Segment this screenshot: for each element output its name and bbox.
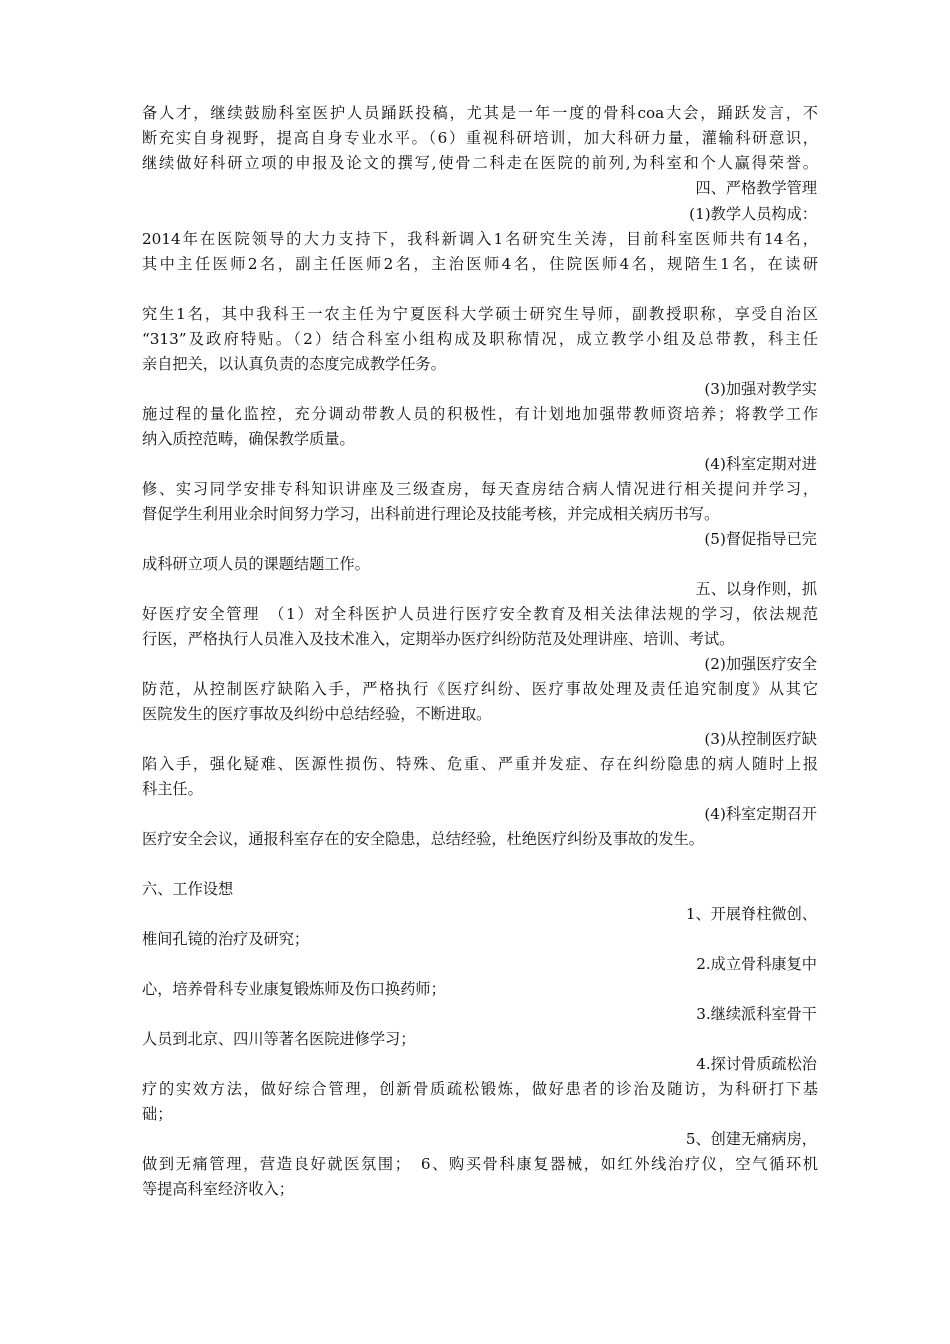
text-line: 亲自把关，以认真负责的态度完成教学任务。	[142, 355, 446, 373]
text-line: 好医疗安全管理 （1）对全科医护人员进行医疗安全教育及相关法律法规的学习，依法规范	[142, 605, 818, 623]
text-line: 2014年在医院领导的大力支持下，我科新调入1名研究生关涛，目前科室医师共有14名，	[142, 230, 818, 248]
text-line: 椎间孔镜的治疗及研究；	[142, 930, 310, 948]
text-line: 纳入质控范畴，确保教学质量。	[142, 430, 355, 448]
section-heading: 五、以身作则，抓	[695, 580, 817, 598]
text-line: 5、创建无痛病房，	[685, 1130, 817, 1148]
text-line: (5)督促指导已完	[704, 530, 817, 548]
text-line: 修、实习同学安排专科知识讲座及三级查房，每天查房结合病人情况进行相关提问并学习，	[142, 480, 818, 498]
text-line: 督促学生利用业余时间努力学习，出科前进行理论及技能考核，并完成相关病历书写。	[142, 505, 720, 523]
text-line: (4)科室定期召开	[704, 805, 817, 823]
text-line: 其中主任医师2名，副主任医师2名，主治医师4名，住院医师4名，规陪生1名，在读研	[142, 255, 818, 273]
text-line: 行医，严格执行人员准入及技术准入，定期举办医疗纠纷防范及处理讲座、培训、考试。	[142, 630, 735, 648]
text-line: 疗的实效方法，做好综合管理，创新骨质疏松锻炼，做好患者的诊治及随访，为科研打下基	[142, 1080, 818, 1098]
text-line: “313”及政府特贴。（2）结合科室小组构成及职称情况，成立教学小组及总带教，科主任	[142, 330, 818, 348]
text-line: 继续做好科研立项的申报及论文的撰写,使骨二科走在医院的前列,为科室和个人赢得荣誉。	[142, 154, 818, 172]
text-line: 陷入手，强化疑难、医源性损伤、特殊、危重、严重并发症、存在纠纷隐患的病人随时上报	[142, 755, 818, 773]
text-line: (3)加强对教学实	[704, 380, 817, 398]
text-line: 成科研立项人员的课题结题工作。	[142, 555, 370, 573]
text-line: 3.继续派科室骨干	[696, 1005, 817, 1023]
text-line: 础；	[142, 1105, 173, 1123]
text-line: 1、开展脊柱微创、	[685, 905, 817, 923]
text-line: (3)从控制医疗缺	[704, 730, 817, 748]
text-line: 防范，从控制医疗缺陷入手，严格执行《医疗纠纷、医疗事故处理及责任追究制度》从其它	[142, 680, 818, 698]
text-line: 人员到北京、四川等著名医院进修学习；	[142, 1030, 416, 1048]
text-line: (2)加强医疗安全	[704, 655, 817, 673]
text-line: 断充实自身视野，提高自身专业水平。（6）重视科研培训，加大科研力量，灌输科研意识，	[142, 129, 818, 147]
text-line: 医疗安全会议，通报科室存在的安全隐患，总结经验，杜绝医疗纠纷及事故的发生。	[142, 830, 704, 848]
text-line: 施过程的量化监控，充分调动带教人员的积极性，有计划地加强带教师资培养；将教学工作	[142, 405, 818, 423]
text-line: 2.成立骨科康复中	[696, 955, 817, 973]
text-line: 医院发生的医疗事故及纠纷中总结经验，不断进取。	[142, 705, 492, 723]
text-line: 备人才，继续鼓励科室医护人员踊跃投稿，尤其是一年一度的骨科coa大会，踊跃发言，不	[142, 104, 818, 122]
section-heading: 六、工作设想	[142, 880, 234, 898]
section-heading: 四、严格教学管理	[695, 179, 817, 197]
text-line: 心，培养骨科专业康复锻炼师及伤口换药师；	[142, 980, 446, 998]
text-line: 科主任。	[142, 780, 203, 798]
text-line: 究生1名，其中我科王一农主任为宁夏医科大学硕士研究生导师，副教授职称，享受自治区	[142, 305, 818, 323]
text-line: 4.探讨骨质疏松治	[696, 1055, 817, 1073]
text-line: 等提高科室经济收入；	[142, 1180, 294, 1198]
text-line: (1)教学人员构成：	[689, 205, 817, 223]
text-line: (4)科室定期对进	[704, 455, 817, 473]
text-line: 做到无痛管理，营造良好就医氛围； 6、购买骨科康复器械，如红外线治疗仪，空气循环机	[142, 1155, 818, 1173]
